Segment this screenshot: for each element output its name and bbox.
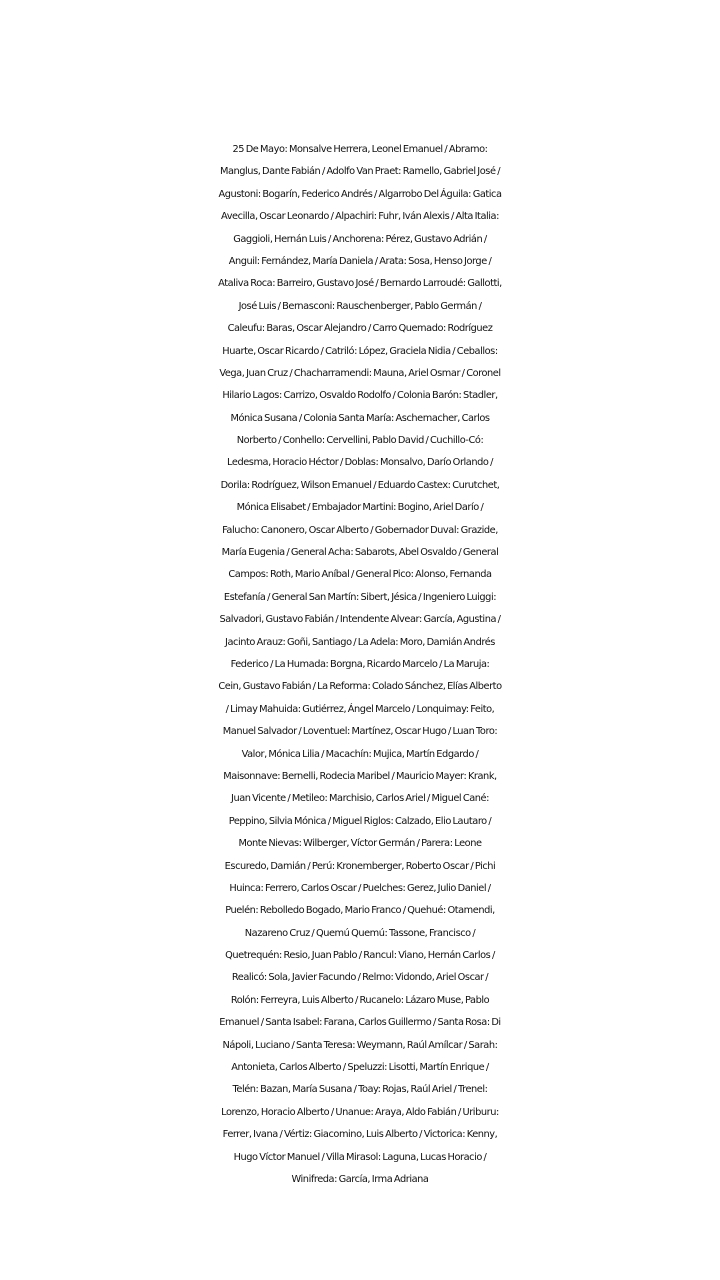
text-line: Maisonnave: Bernelli, Rodecia Maribel / Mauricio Mayer: Krank, [223,770,497,782]
text-line: Manglus, Dante Fabián / Adolfo Van Praet: Ramello, Gabriel José / [219,166,501,178]
document-body [0,139,720,1191]
text-line: Emanuel / Santa Isabel: Farana, Carlos Guillermo / Santa Rosa: Di [219,1017,501,1029]
text-line: 25 De Mayo: Monsalve Herrera, Leonel Emanuel / Abramo: [232,144,488,155]
text-line: José Luis / Bernasconi: Rauschenberger, Pablo Germán / [238,300,482,312]
text-line: Puelén: Rebolledo Bogado, Mario Franco / Quehué: Otamendi, [225,905,495,917]
text-line: Avecilla, Oscar Leonardo / Alpachiri: Fuhr, Iván Alexis / Alta Italia: [221,211,499,223]
text-line: Ferrer, Ivana / Vértiz: Giacomino, Luis Alberto / Victorica: Kenny, [222,1129,498,1141]
text-line: Peppino, Silvia Mónica / Miguel Riglos: Calzado, Elio Lautaro / [228,815,492,827]
text-line: Falucho: Canonero, Oscar Alberto / Gobernador Duval: Grazide, [222,524,498,536]
text-line: Huarte, Oscar Ricardo / Catriló: López, Graciela Nidia / Ceballos: [222,345,498,357]
text-line: Nápoli, Luciano / Santa Teresa: Weymann, Raúl Amílcar / Sarah: [222,1039,498,1051]
text-line: Campos: Roth, Mario Aníbal / General Pico: Alonso, Fernanda [228,569,492,581]
text-line: Manuel Salvador / Loventuel: Martínez, Oscar Hugo / Luan Toro: [222,726,498,738]
text-line: Estefanía / General San Martín: Sibert, Jésica / Ingeniero Luiggi: [223,591,497,603]
text-line: Mónica Susana / Colonia Santa María: Aschemacher, Carlos [230,412,490,424]
text-line: / Limay Mahuida: Gutiérrez, Ángel Marcelo / Lonquimay: Feito, [225,703,495,715]
text-line: Huinca: Ferrero, Carlos Oscar / Puelches: Gerez, Julio Daniel / [229,882,491,894]
text-line: Hugo Víctor Manuel / Villa Mirasol: Laguna, Lucas Horacio / [233,1151,487,1163]
text-line: Escuredo, Damián / Perú: Kronemberger, Roberto Oscar / Pichi [224,860,496,872]
text-line: Monte Nievas: Wilberger, Víctor Germán / Parera: Leone [238,838,482,850]
text-line: Gaggioli, Hernán Luis / Anchorena: Pérez, Gustavo Adrián / [233,233,487,245]
text-line: Vega, Juan Cruz / Chacharramendi: Mauna, Ariel Osmar / Coronel [219,367,501,379]
text-line: Agustoni: Bogarín, Federico Andrés / Algarrobo Del Águila: Gatica [218,188,502,200]
text-line: Nazareno Cruz / Quemú Quemú: Tassone, Francisco / [244,927,476,939]
text-line: Antonieta, Carlos Alberto / Speluzzi: Lisotti, Martín Enrique / [231,1062,489,1074]
text-line: Realicó: Sola, Javier Facundo / Relmo: Vidondo, Ariel Oscar / [231,972,489,984]
text-line: Valor, Mónica Lilia / Macachín: Mujica, Martín Edgardo / [241,748,479,760]
text-line: Quetrequén: Resio, Juan Pablo / Rancul: Viano, Hernán Carlos / [225,950,495,962]
text-line: Dorila: Rodríguez, Wilson Emanuel / Eduardo Castex: Curutchet, [220,479,500,491]
text-line: Jacinto Arauz: Goñi, Santiago / La Adela: Moro, Damián Andrés [225,636,495,648]
text-line: Salvadori, Gustavo Fabián / Intendente Alvear: García, Agustina / [219,614,501,626]
text-line: Juan Vicente / Metileo: Marchisio, Carlos Ariel / Miguel Cané: [231,793,489,805]
text-line: Anguil: Fernández, María Daniela / Arata: Sosa, Henso Jorge / [228,255,492,267]
text-line: Ledesma, Horacio Héctor / Doblas: Monsalvo, Darío Orlando / [227,457,493,469]
text-line: Cein, Gustavo Fabián / La Reforma: Colado Sánchez, Elías Alberto [218,681,502,693]
text-line: Lorenzo, Horacio Alberto / Unanue: Araya, Aldo Fabián / Uriburu: [221,1106,499,1118]
text-line: Federico / La Humada: Borgna, Ricardo Marcelo / La Maruja: [230,658,490,670]
text-line: María Eugenia / General Acha: Sabarots, Abel Osvaldo / General [221,547,499,559]
text-line: Mónica Elisabet / Embajador Martini: Bogino, Ariel Darío / [236,502,484,514]
text-line: Ataliva Roca: Barreiro, Gustavo José / Bernardo Larroudé: Gallotti, [218,278,502,290]
text-line: Caleufu: Baras, Oscar Alejandro / Carro Quemado: Rodríguez [227,323,493,335]
text-line: Norberto / Conhello: Cervellini, Pablo David / Cuchillo-Có: [236,435,484,447]
text-line: Telén: Bazan, María Susana / Toay: Rojas, Raúl Ariel / Trenel: [232,1084,488,1096]
text-line: Winifreda: García, Irma Adriana [291,1173,429,1185]
text-line: Hilario Lagos: Carrizo, Osvaldo Rodolfo / Colonia Barón: Stadler, [222,390,498,402]
text-line: Rolón: Ferreyra, Luis Alberto / Rucanelo: Lázaro Muse, Pablo [230,994,490,1006]
